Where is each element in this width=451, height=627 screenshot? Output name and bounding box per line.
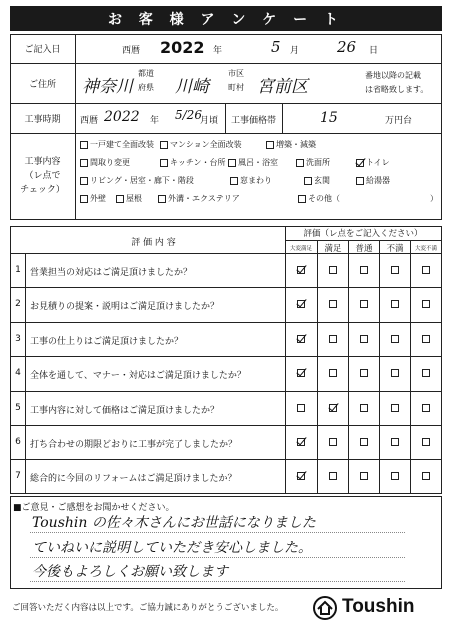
question-text: 打ち合わせの期限どおりに工事が完了しましたか？ bbox=[30, 440, 238, 450]
rating-checkbox-checked[interactable] bbox=[297, 472, 305, 480]
rating-checkbox-checked[interactable] bbox=[329, 404, 337, 412]
work-label-line-2: （レ点で bbox=[24, 171, 61, 181]
city-label-a: 市区 bbox=[228, 69, 244, 78]
rating-checkbox[interactable] bbox=[422, 369, 430, 377]
rating-checkbox[interactable] bbox=[422, 438, 430, 446]
checkbox[interactable] bbox=[158, 195, 166, 203]
checkbox[interactable] bbox=[228, 159, 236, 167]
work-option[interactable] bbox=[116, 193, 142, 204]
rating-checkbox[interactable] bbox=[422, 266, 430, 274]
work-option-label: リビング・居室・廊下・階段 bbox=[90, 176, 194, 185]
rating-scale-label: 大変満足 bbox=[289, 246, 312, 252]
address-city: 川崎 bbox=[175, 77, 209, 97]
comment-line: Toushin の佐々木さんにお世話になりました bbox=[32, 515, 316, 531]
rating-checkbox[interactable] bbox=[329, 438, 337, 446]
checkbox[interactable] bbox=[116, 195, 124, 203]
rating-checkbox[interactable] bbox=[422, 335, 430, 343]
checkbox[interactable] bbox=[80, 177, 88, 185]
comment-line: ていねいに説明していただき安心しました。 bbox=[32, 540, 312, 556]
period-month-unit: 月頃 bbox=[200, 116, 219, 126]
work-option-label: 増築・減築 bbox=[276, 140, 316, 149]
page-title: お 客 様 ア ン ケ ー ト bbox=[10, 6, 442, 31]
work-option-label: 窓まわり bbox=[240, 176, 272, 185]
checkbox[interactable] bbox=[266, 141, 274, 149]
rating-checkbox[interactable] bbox=[422, 300, 430, 308]
price-value: 15 bbox=[320, 110, 338, 126]
checkbox[interactable] bbox=[304, 177, 312, 185]
checkbox[interactable] bbox=[298, 195, 306, 203]
work-option[interactable] bbox=[304, 175, 330, 186]
rating-checkbox-checked[interactable] bbox=[297, 438, 305, 446]
checkbox[interactable] bbox=[230, 177, 238, 185]
rating-checkbox[interactable] bbox=[360, 472, 368, 480]
rating-checkbox[interactable] bbox=[391, 266, 399, 274]
work-label-line-1: 工事内容 bbox=[24, 157, 61, 167]
toushin-logo-icon bbox=[312, 595, 338, 621]
work-option-label: 屋根 bbox=[126, 194, 142, 203]
rating-checkbox[interactable] bbox=[391, 472, 399, 480]
work-option[interactable] bbox=[80, 139, 154, 150]
checkbox[interactable] bbox=[80, 195, 88, 203]
work-option-label: 外壁 bbox=[90, 194, 106, 203]
question-text: 総合的に今回のリフォームはご満足頂けましたか？ bbox=[30, 474, 237, 485]
checkbox[interactable] bbox=[80, 141, 88, 149]
work-option-label: その他（ bbox=[308, 194, 340, 203]
checkbox[interactable] bbox=[80, 159, 88, 167]
work-option[interactable] bbox=[266, 139, 316, 150]
rating-checkbox[interactable] bbox=[360, 369, 368, 377]
rating-checkbox[interactable] bbox=[391, 300, 399, 308]
question-number: 7 bbox=[15, 471, 21, 482]
question-number: 2 bbox=[15, 299, 21, 310]
rating-checkbox[interactable] bbox=[422, 404, 430, 412]
rating-checkbox-checked[interactable] bbox=[297, 300, 305, 308]
date-day: 26 bbox=[337, 38, 357, 56]
checkbox-checked[interactable] bbox=[356, 159, 364, 167]
work-option[interactable] bbox=[158, 193, 240, 204]
rating-scale-label: 大変不満 bbox=[414, 246, 437, 252]
rating-checkbox[interactable] bbox=[391, 369, 399, 377]
rating-checkbox-checked[interactable] bbox=[297, 335, 305, 343]
rating-header: 評価（レ点をご記入ください） bbox=[303, 229, 423, 239]
rating-checkbox[interactable] bbox=[329, 266, 337, 274]
eval-header: 評 価 内 容 bbox=[131, 238, 176, 248]
work-option[interactable] bbox=[298, 193, 340, 204]
rating-scale-label: 満足 bbox=[324, 244, 342, 254]
rating-checkbox[interactable] bbox=[360, 438, 368, 446]
work-option[interactable] bbox=[356, 175, 390, 186]
rating-checkbox[interactable] bbox=[360, 300, 368, 308]
work-option[interactable] bbox=[80, 157, 130, 168]
price-unit: 万円台 bbox=[385, 116, 413, 126]
period-month: 5/26 bbox=[175, 108, 202, 122]
work-label bbox=[11, 155, 74, 197]
date-year-unit: 年 bbox=[213, 46, 223, 56]
address-prefecture: 神奈川 bbox=[82, 77, 133, 97]
work-option-label: 一戸建て全面改装 bbox=[90, 140, 154, 149]
rating-checkbox[interactable] bbox=[360, 335, 368, 343]
rating-checkbox-checked[interactable] bbox=[297, 369, 305, 377]
question-text: 工事の仕上りはご満足頂けましたか？ bbox=[30, 336, 184, 347]
work-option[interactable] bbox=[80, 175, 194, 186]
work-option-label: トイレ bbox=[366, 158, 390, 167]
date-month-unit: 月 bbox=[290, 46, 300, 56]
comment-rule bbox=[30, 581, 405, 582]
work-option-label: 風呂・浴室 bbox=[238, 158, 278, 167]
rating-checkbox[interactable] bbox=[360, 266, 368, 274]
checkbox[interactable] bbox=[160, 159, 168, 167]
question-number: 5 bbox=[15, 402, 21, 413]
work-option[interactable] bbox=[80, 193, 106, 204]
work-option-label: 間取り変更 bbox=[90, 158, 130, 167]
rating-checkbox[interactable] bbox=[360, 404, 368, 412]
other-close: ） bbox=[430, 194, 438, 203]
work-option[interactable] bbox=[230, 175, 272, 186]
question-text: 工事内容に対して価格はご満足頂けましたか？ bbox=[30, 405, 220, 416]
period-era: 西暦 bbox=[80, 116, 99, 126]
rating-checkbox[interactable] bbox=[329, 369, 337, 377]
footer-text: ご回答いただく内容は以上です。ご協力誠にありがとうございました。 bbox=[12, 603, 284, 613]
checkbox[interactable] bbox=[296, 159, 304, 167]
rating-checkbox[interactable] bbox=[391, 335, 399, 343]
date-month: 5 bbox=[271, 38, 281, 56]
question-text: 全体を通して、マナー・対応はご満足頂けましたか？ bbox=[30, 371, 246, 382]
price-label: 工事価格帯 bbox=[231, 116, 277, 126]
rating-checkbox[interactable] bbox=[391, 438, 399, 446]
work-option-label: 洗面所 bbox=[306, 158, 330, 167]
address-note-1: 番地以降の記載 bbox=[365, 71, 421, 80]
period-label: 工事時期 bbox=[11, 104, 74, 132]
address-label: ご住所 bbox=[11, 64, 74, 102]
work-option[interactable] bbox=[160, 157, 225, 168]
comment-line: 今後もよろしくお願い致します bbox=[32, 564, 228, 580]
comment-rule bbox=[30, 557, 405, 558]
question-text: 営業担当の対応はご満足頂けましたか？ bbox=[30, 268, 193, 278]
date-day-unit: 日 bbox=[369, 46, 379, 56]
comment-label: ■ご意見・ご感想をお聞かせください。 bbox=[13, 503, 175, 513]
checkbox[interactable] bbox=[160, 141, 168, 149]
rating-checkbox[interactable] bbox=[297, 404, 305, 412]
date-era: 西暦 bbox=[122, 46, 141, 56]
period-year-unit: 年 bbox=[150, 116, 160, 126]
comment-rule bbox=[30, 532, 405, 533]
period-year: 2022 bbox=[104, 109, 140, 125]
work-option-label: 外溝・エクステリア bbox=[168, 194, 240, 203]
date-year: 2022 bbox=[160, 38, 205, 57]
work-option[interactable] bbox=[356, 157, 390, 168]
rating-checkbox[interactable] bbox=[329, 335, 337, 343]
work-option[interactable] bbox=[228, 157, 278, 168]
address-ward: 宮前区 bbox=[257, 77, 308, 97]
work-option[interactable] bbox=[160, 139, 242, 150]
work-option-label: 玄関 bbox=[314, 176, 330, 185]
rating-checkbox[interactable] bbox=[329, 472, 337, 480]
question-text: お見積りの提案・説明はご満足頂けましたか？ bbox=[30, 302, 220, 313]
address-note-2: は省略致します。 bbox=[365, 85, 429, 94]
question-number: 1 bbox=[15, 265, 21, 275]
rating-checkbox[interactable] bbox=[422, 472, 430, 480]
question-number: 6 bbox=[15, 437, 21, 447]
rating-checkbox[interactable] bbox=[391, 404, 399, 412]
rating-scale-label: 不満 bbox=[386, 244, 404, 254]
work-option[interactable] bbox=[296, 157, 330, 168]
rating-checkbox[interactable] bbox=[329, 300, 337, 308]
rating-checkbox-checked[interactable] bbox=[297, 266, 305, 274]
question-number: 4 bbox=[15, 368, 21, 379]
rating-scale-label: 普通 bbox=[355, 244, 373, 254]
work-option-label: マンション全面改装 bbox=[170, 140, 242, 149]
brand-name: Toushin bbox=[342, 596, 415, 617]
work-label-line-3: チェック） bbox=[20, 185, 65, 195]
work-option-label: キッチン・台所 bbox=[170, 158, 226, 167]
work-option-label: 給湯器 bbox=[366, 176, 390, 185]
pref-label-b: 府県 bbox=[138, 83, 154, 92]
checkbox[interactable] bbox=[356, 177, 364, 185]
pref-label-a: 都道 bbox=[138, 69, 154, 78]
date-label: ご記入日 bbox=[11, 35, 74, 62]
city-label-b: 町村 bbox=[228, 83, 244, 92]
question-number: 3 bbox=[15, 333, 21, 344]
